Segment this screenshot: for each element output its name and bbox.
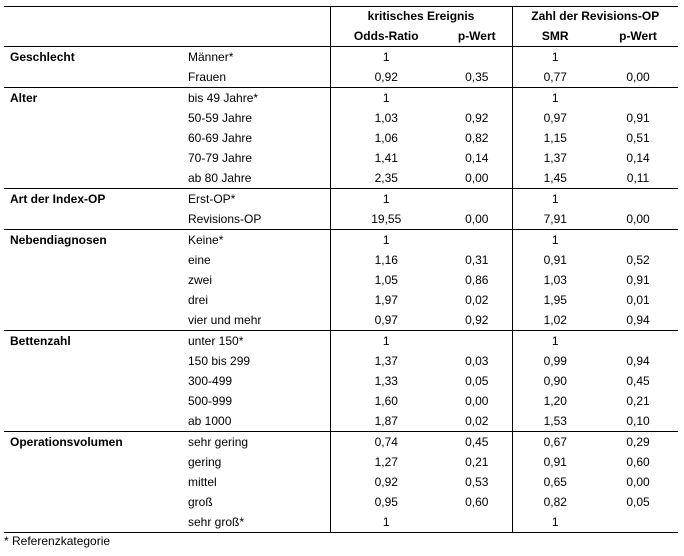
header-row-2 (4, 26, 678, 47)
p-value-2: 0,29 (598, 432, 678, 453)
odds-ratio-header: Odds-Ratio (330, 26, 442, 47)
p-value-2: 0,52 (626, 253, 650, 267)
p-value-2: 0,00 (626, 475, 650, 489)
table-row (4, 351, 678, 371)
odds-ratio-value: 19,55 (330, 209, 442, 230)
p-value-1 (442, 88, 512, 109)
p-value-1: 0,31 (465, 253, 489, 267)
results-table-body (4, 6, 678, 533)
smr-value: 1,53 (512, 411, 598, 432)
category-label: sehr groß* (182, 512, 330, 533)
table-row (4, 371, 678, 391)
odds-ratio-value: 1,16 (330, 250, 442, 270)
odds-ratio-value: 0,95 (330, 492, 442, 512)
category-label: unter 150* (182, 331, 330, 352)
table-row (4, 148, 678, 168)
category-label: eine (188, 253, 211, 267)
table-row (4, 512, 678, 533)
p-value-2: 0,05 (626, 495, 650, 509)
p-value-1: 0,82 (465, 131, 489, 145)
p-value-1: 0,86 (465, 273, 489, 287)
p-value-1: 0,45 (442, 432, 512, 453)
table-row (4, 168, 678, 189)
p-value-1: 0,53 (465, 475, 489, 489)
p-value-1: 0,35 (465, 70, 489, 84)
table-row (4, 492, 678, 512)
group-label: Operationsvolumen (4, 432, 182, 453)
header-empty-cell (182, 26, 330, 47)
odds-ratio-value: 1,37 (330, 351, 442, 371)
header-empty-cell (4, 26, 182, 47)
footnote: * Referenzkategorie (4, 534, 111, 548)
table-row (4, 290, 678, 310)
smr-value: 1 (512, 88, 598, 109)
table-top-rule (4, 6, 678, 7)
p-value-1: 0,92 (465, 111, 489, 125)
odds-ratio-value: 1,41 (330, 148, 442, 168)
group-label-empty (4, 108, 182, 128)
category-label: 300-499 (188, 374, 233, 388)
p-value-2 (598, 47, 678, 68)
group-label-empty (4, 128, 182, 148)
odds-ratio-value: 1 (330, 189, 442, 210)
category-label: 70-79 Jahre (188, 151, 253, 165)
category-label: Keine* (182, 230, 330, 251)
category-label: 150 bis 299 (188, 354, 251, 368)
p-value-2: 0,01 (626, 293, 650, 307)
category-label: drei (188, 293, 209, 307)
p-value-1: 0,02 (465, 414, 489, 428)
group-label-empty (4, 270, 182, 290)
group-label-empty (4, 310, 182, 331)
odds-ratio-value: 1 (330, 230, 442, 251)
table-row (4, 209, 678, 230)
group-label: Geschlecht (4, 47, 182, 68)
category-label: zwei (188, 273, 213, 287)
group-label-empty (4, 512, 182, 533)
smr-value: 1,03 (512, 270, 598, 290)
category-label: ab 80 Jahre (188, 171, 252, 185)
p-value-1: 0,02 (465, 293, 489, 307)
table-row (4, 452, 678, 472)
p-value-1: 0,14 (465, 151, 489, 165)
smr-value: 0,90 (512, 371, 598, 391)
smr-value: 1 (512, 47, 598, 68)
smr-value: 1,37 (512, 148, 598, 168)
odds-ratio-value: 1,87 (330, 411, 442, 432)
p-value-1: 0,00 (465, 394, 489, 408)
odds-ratio-value: 1 (330, 88, 442, 109)
smr-value: 0,99 (512, 351, 598, 371)
group-label-empty (4, 472, 182, 492)
category-label: 500-999 (188, 394, 233, 408)
table-row (4, 270, 678, 290)
smr-value: 0,82 (512, 492, 598, 512)
smr-header: SMR (512, 26, 598, 47)
table-row (4, 67, 678, 88)
p-value-2: 0,51 (626, 131, 650, 145)
table-row (4, 108, 678, 128)
p-value-header-2: p-Wert (598, 26, 678, 47)
category-label: gering (188, 455, 222, 469)
odds-ratio-value: 0,92 (330, 67, 442, 88)
smr-value: 0,77 (512, 67, 598, 88)
p-value-2: 0,45 (626, 374, 650, 388)
p-value-2: 0,10 (626, 414, 650, 428)
category-label: sehr gering (182, 432, 330, 453)
category-label: 50-59 Jahre (188, 111, 253, 125)
odds-ratio-value: 1 (330, 331, 442, 352)
group-label-empty (4, 148, 182, 168)
p-value-2: 0,00 (626, 70, 650, 84)
category-label: 60-69 Jahre (188, 131, 253, 145)
odds-ratio-value: 0,92 (330, 472, 442, 492)
p-value-2: 0,14 (626, 151, 650, 165)
smr-value: 1 (512, 189, 598, 210)
p-value-1 (442, 47, 512, 68)
group-label-empty (4, 452, 182, 472)
header-empty-cell (4, 6, 182, 26)
group-label: Bettenzahl (4, 331, 182, 352)
p-value-1 (442, 331, 512, 352)
p-value-1 (442, 230, 512, 251)
header-row-1 (4, 6, 678, 26)
category-label: Männer* (182, 47, 330, 68)
group-label-empty (4, 67, 182, 88)
group1-title: kritisches Ereignis (330, 6, 512, 26)
p-value-2: 0,21 (626, 394, 650, 408)
category-label: mittel (188, 475, 217, 489)
smr-value: 1 (512, 331, 598, 352)
group-label-empty (4, 371, 182, 391)
table-row (4, 88, 678, 109)
odds-ratio-value: 1,60 (330, 391, 442, 411)
category-label: Erst-OP* (182, 189, 330, 210)
p-value-header-1: p-Wert (442, 26, 512, 47)
smr-value: 0,97 (512, 108, 598, 128)
group-label: Alter (4, 88, 182, 109)
p-value-1: 0,60 (465, 495, 489, 509)
table-row (4, 189, 678, 210)
smr-value: 0,91 (512, 250, 598, 270)
header-empty-cell (182, 6, 330, 26)
odds-ratio-value: 1 (330, 512, 442, 533)
group-label-empty (4, 250, 182, 270)
table-row (4, 47, 678, 68)
odds-ratio-value: 1,05 (330, 270, 442, 290)
p-value-1: 0,21 (465, 455, 489, 469)
table-row (4, 331, 678, 352)
group-label: Nebendiagnosen (4, 230, 182, 251)
odds-ratio-value: 2,35 (330, 168, 442, 189)
group-label-empty (4, 411, 182, 432)
smr-value: 1,02 (512, 310, 598, 331)
p-value-1: 0,05 (465, 374, 489, 388)
category-label: vier und mehr (188, 313, 262, 327)
odds-ratio-value: 1,27 (330, 452, 442, 472)
p-value-1 (442, 512, 512, 533)
smr-value: 0,91 (512, 452, 598, 472)
odds-ratio-value: 1,03 (330, 108, 442, 128)
table-row (4, 230, 678, 251)
odds-ratio-value: 1,97 (330, 290, 442, 310)
p-value-2 (598, 331, 678, 352)
category-label: ab 1000 (188, 414, 232, 428)
group-label-empty (4, 351, 182, 371)
smr-value: 1 (512, 230, 598, 251)
smr-value: 0,65 (512, 472, 598, 492)
smr-value: 1,45 (512, 168, 598, 189)
category-label: Revisions-OP (188, 212, 262, 226)
odds-ratio-value: 1 (330, 47, 442, 68)
smr-value: 7,91 (512, 209, 598, 230)
p-value-1: 0,03 (465, 354, 489, 368)
table-row (4, 472, 678, 492)
odds-ratio-value: 1,06 (330, 128, 442, 148)
smr-value: 0,67 (512, 432, 598, 453)
smr-value: 1 (512, 512, 598, 533)
table-row (4, 310, 678, 331)
table-row (4, 411, 678, 432)
smr-value: 1,20 (512, 391, 598, 411)
table-row (4, 432, 678, 453)
results-table (4, 6, 678, 533)
odds-ratio-value: 0,74 (330, 432, 442, 453)
smr-value: 1,15 (512, 128, 598, 148)
odds-ratio-value: 1,33 (330, 371, 442, 391)
group-label-empty (4, 391, 182, 411)
odds-ratio-value: 0,97 (330, 310, 442, 331)
table-row (4, 391, 678, 411)
group-label-empty (4, 290, 182, 310)
p-value-1: 0,00 (465, 171, 489, 185)
table-row (4, 128, 678, 148)
p-value-2: 0,91 (626, 273, 650, 287)
group-label: Art der Index-OP (4, 189, 182, 210)
p-value-1 (442, 189, 512, 210)
p-value-1: 0,00 (465, 212, 489, 226)
p-value-2: 0,60 (626, 455, 650, 469)
p-value-1: 0,92 (465, 313, 489, 327)
group2-title: Zahl der Revisions-OP (512, 6, 678, 26)
category-label: bis 49 Jahre* (182, 88, 330, 109)
smr-value: 1,95 (512, 290, 598, 310)
group-label-empty (4, 492, 182, 512)
p-value-2 (598, 88, 678, 109)
p-value-2 (598, 512, 678, 533)
category-label: Frauen (188, 70, 227, 84)
p-value-2 (598, 189, 678, 210)
table-row (4, 250, 678, 270)
p-value-2: 0,11 (626, 171, 650, 185)
p-value-2: 0,94 (626, 354, 650, 368)
p-value-2 (598, 230, 678, 251)
p-value-2: 0,91 (626, 111, 650, 125)
p-value-2: 0,94 (626, 313, 650, 327)
group-label-empty (4, 209, 182, 230)
category-label: groß (188, 495, 213, 509)
group-label-empty (4, 168, 182, 189)
p-value-2: 0,00 (626, 212, 650, 226)
